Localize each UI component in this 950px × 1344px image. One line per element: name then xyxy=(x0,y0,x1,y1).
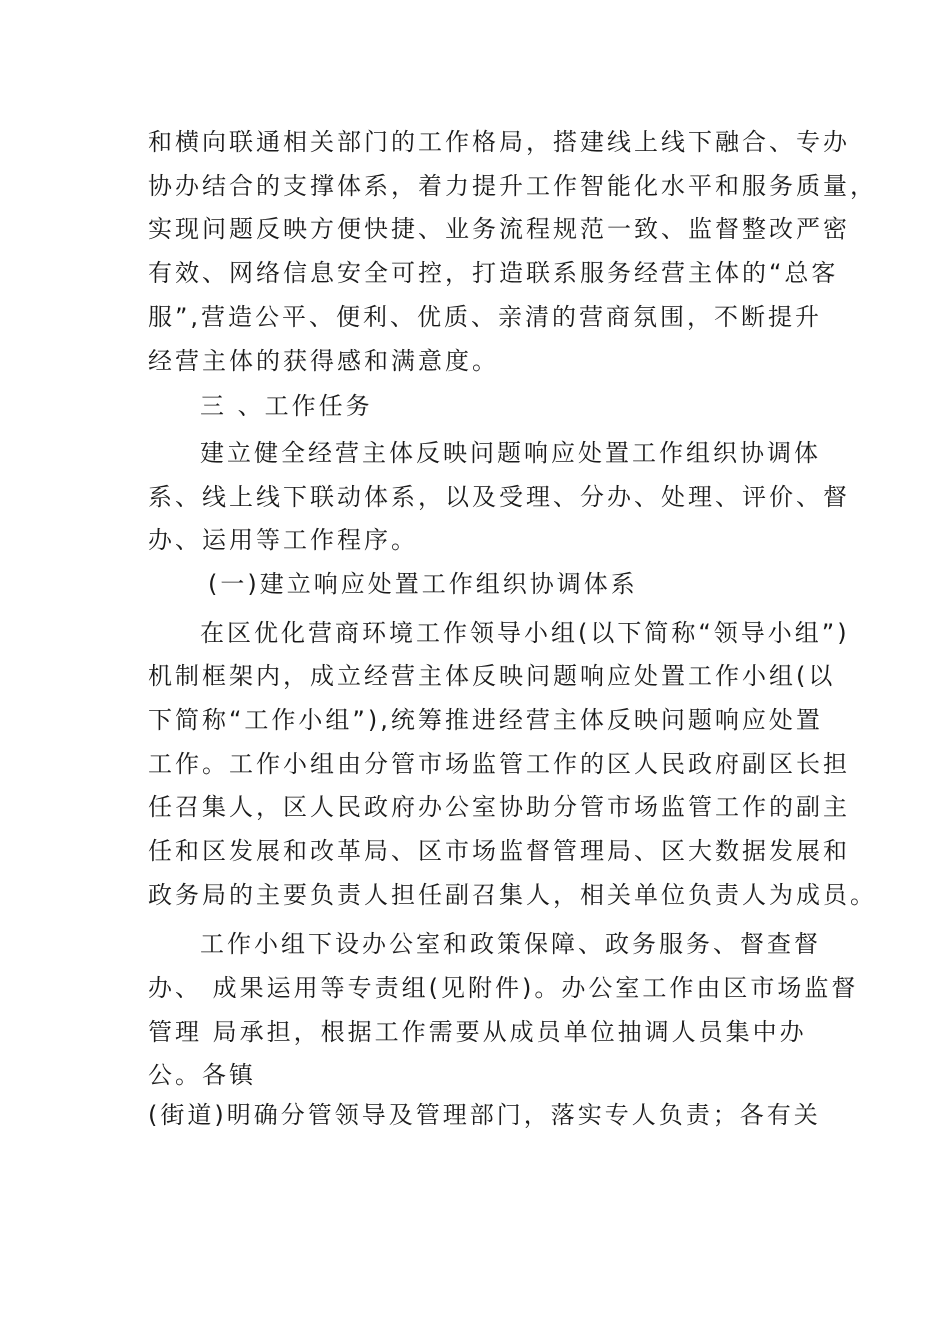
paragraph-line: 机制框架内，成立经营主体反映问题响应处置工作小组(以 xyxy=(148,662,836,690)
paragraph-line: 系、线上线下联动体系，以及受理、分办、处理、评价、督 xyxy=(148,483,850,511)
paragraph-line: 工作小组下设办公室和政策保障、政务服务、督查督 xyxy=(200,930,821,958)
paragraph-line: 服”,营造公平、便利、优质、亲清的营商氛围，不断提升 xyxy=(148,303,823,331)
paragraph-line: 办、 成果运用等专责组(见附件)。办公室工作由区市场监督 xyxy=(148,974,859,1002)
paragraph-line: 下简称“工作小组”),统筹推进经营主体反映问题响应处置 xyxy=(148,706,823,734)
paragraph-line: 实现问题反映方便快捷、业务流程规范一致、监督整改严密 xyxy=(148,215,850,243)
paragraph-line: 管理 局承担，根据工作需要从成员单位抽调人员集中办 xyxy=(148,1018,807,1046)
paragraph-line: 建立健全经营主体反映问题响应处置工作组织协调体 xyxy=(200,439,821,467)
paragraph-line: 政务局的主要负责人担任副召集人，相关单位负责人为成员。 xyxy=(148,881,877,909)
paragraph-line: 经营主体的获得感和满意度。 xyxy=(148,347,499,375)
paragraph-line: 公。各镇 xyxy=(148,1061,256,1089)
paragraph-line: 有效、网络信息安全可控，打造联系服务经营主体的“总客 xyxy=(148,259,839,287)
subsection-heading: (一)建立响应处置工作组织协调体系 xyxy=(208,570,638,598)
paragraph-line: 任和区发展和改革局、区市场监督管理局、区大数据发展和 xyxy=(148,837,850,865)
paragraph-line: 工作。工作小组由分管市场监管工作的区人民政府副区长担 xyxy=(148,750,850,778)
paragraph-line: 任召集人，区人民政府办公室协助分管市场监管工作的副主 xyxy=(148,793,850,821)
paragraph-line: 和横向联通相关部门的工作格局，搭建线上线下融合、专办 xyxy=(148,128,850,156)
paragraph-line: 办、运用等工作程序。 xyxy=(148,526,418,554)
section-heading: 三 、工作任务 xyxy=(200,392,373,420)
paragraph-line: 在区优化营商环境工作领导小组(以下简称“领导小组”) xyxy=(200,619,850,647)
paragraph-line: 协办结合的支撑体系，着力提升工作智能化水平和服务质量， xyxy=(148,172,877,200)
paragraph-line: (街道)明确分管领导及管理部门，落实专人负责；各有关 xyxy=(148,1101,821,1129)
